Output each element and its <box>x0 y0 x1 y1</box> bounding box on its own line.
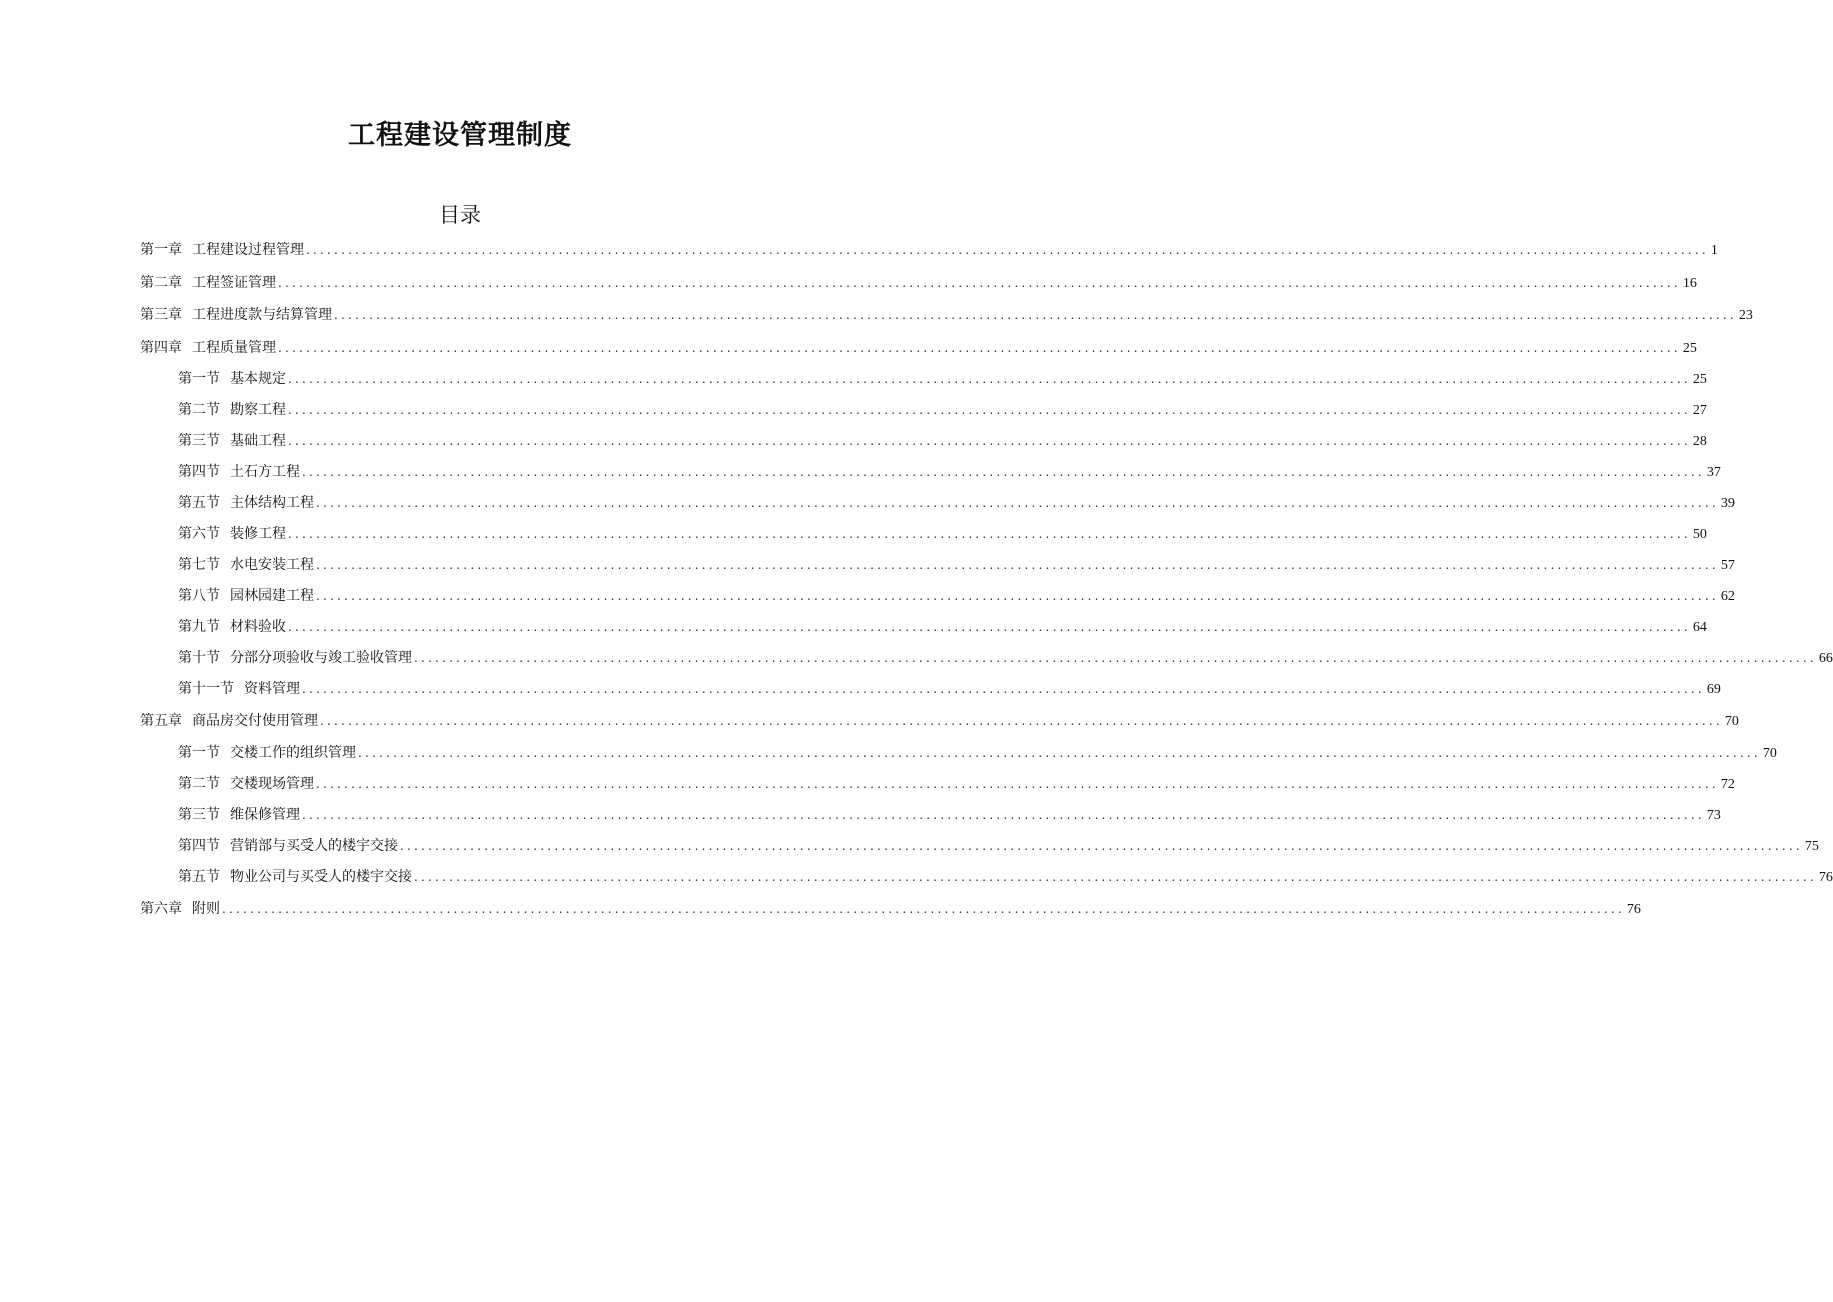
toc-entry-page: 76 <box>1626 901 1641 917</box>
toc-entry[interactable] <box>140 267 1697 300</box>
toc-entry-label <box>140 234 304 267</box>
toc-entry[interactable] <box>140 893 1641 926</box>
toc-leader-dots: ........................................................................................................................................................................................................ <box>288 434 1691 448</box>
toc-entry-label <box>178 643 412 674</box>
toc-leader-dots: ........................................................................................................................................................................................................ <box>316 776 1719 791</box>
toc-entry-label <box>178 800 300 831</box>
toc-entry-number: 第二节 <box>178 775 220 792</box>
toc-entry-page: 50 <box>1692 527 1707 542</box>
toc-leader-dots: ........................................................................................................................................................................................................ <box>320 714 1723 728</box>
toc-entry-number: 第三节 <box>178 433 220 449</box>
toc-entry-number: 第四章 <box>140 339 182 356</box>
toc-entry-page: 1 <box>1710 243 1718 258</box>
toc-entry-label <box>178 457 300 488</box>
toc-entry-number: 第五章 <box>140 713 182 729</box>
toc-entry-label <box>178 581 314 612</box>
toc-entry-page: 62 <box>1720 589 1735 604</box>
toc-entry-label <box>178 738 356 769</box>
toc-entry[interactable] <box>140 643 1833 674</box>
toc-entry-title: 主体结构工程 <box>230 495 314 511</box>
toc-leader-dots: ........................................................................................................................................................................................................ <box>306 243 1709 257</box>
toc-entry[interactable] <box>140 234 1718 267</box>
toc-entry[interactable] <box>140 299 1753 332</box>
toc-leader-dots: ........................................................................................................................................................................................................ <box>288 527 1691 541</box>
toc-entry-number: 第一节 <box>178 744 220 761</box>
toc-entry[interactable] <box>140 738 1777 769</box>
toc-entry-title: 勘察工程 <box>230 402 286 418</box>
toc-entry-label <box>178 395 286 426</box>
toc-entry-title: 水电安装工程 <box>230 557 314 573</box>
toc-entry-number: 第二节 <box>178 402 220 418</box>
toc-entry-number: 第三节 <box>178 806 220 823</box>
toc-entry-label <box>178 862 412 893</box>
toc-leader-dots: ........................................................................................................................................................................................................ <box>358 745 1761 760</box>
toc-entry-page: 23 <box>1738 308 1753 323</box>
toc-entry-number: 第四节 <box>178 837 220 854</box>
toc-entry-label <box>178 519 286 550</box>
toc-entry-page: 16 <box>1682 275 1697 291</box>
toc-entry-title: 营销部与买受人的楼宇交接 <box>230 837 398 854</box>
toc-leader-dots: ........................................................................................................................................................................................................ <box>288 372 1691 386</box>
toc-leader-dots: ........................................................................................................................................................................................................ <box>302 807 1705 822</box>
toc-leader-dots: ........................................................................................................................................................................................................ <box>302 465 1705 479</box>
toc-entry-number: 第一节 <box>178 371 220 387</box>
toc-entry-number: 第十节 <box>178 650 220 666</box>
toc-entry-label <box>140 705 318 738</box>
toc-entry-title: 物业公司与买受人的楼宇交接 <box>230 868 412 885</box>
toc-leader-dots: ........................................................................................................................................................................................................ <box>278 275 1681 290</box>
toc-entry-number: 第一章 <box>140 242 182 258</box>
toc-entry[interactable] <box>140 612 1707 643</box>
toc-entry-title: 工程进度款与结算管理 <box>192 307 332 323</box>
toc-entry-page: 76 <box>1818 869 1833 885</box>
toc-entry-number: 第二章 <box>140 274 182 291</box>
toc-entry-page: 70 <box>1762 745 1777 761</box>
toc-entry-title: 工程质量管理 <box>192 339 276 356</box>
toc-entry[interactable] <box>140 800 1721 831</box>
toc-entry-page: 25 <box>1692 372 1707 387</box>
toc-entry-page: 70 <box>1724 714 1739 729</box>
toc-entry-title: 材料验收 <box>230 619 286 635</box>
toc-entry[interactable] <box>140 519 1707 550</box>
toc-entry-title: 装修工程 <box>230 526 286 542</box>
toc-entry-label <box>178 831 398 862</box>
toc-entry-page: 64 <box>1692 620 1707 635</box>
toc-entry-title: 维保修管理 <box>230 806 300 823</box>
toc-entry-number: 第五节 <box>178 495 220 511</box>
toc-entry[interactable] <box>140 332 1697 365</box>
toc-leader-dots: ........................................................................................................................................................................................................ <box>414 651 1817 665</box>
toc-entry-page: 57 <box>1720 558 1735 573</box>
toc-leader-dots: ........................................................................................................................................................................................................ <box>334 308 1737 322</box>
toc-entry-label <box>178 612 286 643</box>
toc-entry-label <box>178 674 300 705</box>
toc-entry-page: 73 <box>1706 807 1721 823</box>
toc-entry-number: 第六节 <box>178 526 220 542</box>
toc-entry-title: 资料管理 <box>244 681 300 697</box>
toc-entry-title: 分部分项验收与竣工验收管理 <box>230 650 412 666</box>
toc-leader-dots: ........................................................................................................................................................................................................ <box>414 869 1817 884</box>
toc-entry[interactable] <box>140 364 1707 395</box>
toc-entry[interactable] <box>140 769 1735 800</box>
toc-entry-title: 土石方工程 <box>230 464 300 480</box>
toc-entry-label <box>178 488 314 519</box>
toc-entry-page: 66 <box>1818 651 1833 666</box>
toc-entry-label <box>140 893 220 926</box>
toc-entry[interactable] <box>140 581 1735 612</box>
toc-entry[interactable] <box>140 831 1819 862</box>
toc-entry-label <box>140 267 276 300</box>
toc-entry-number: 第八节 <box>178 588 220 604</box>
toc-entry[interactable] <box>140 862 1833 893</box>
toc-entry-label <box>140 332 276 365</box>
toc-entry-title: 附则 <box>192 900 220 917</box>
toc-entry[interactable] <box>140 395 1707 426</box>
toc-entry-title: 商品房交付使用管理 <box>192 713 318 729</box>
toc-entry-label <box>178 426 286 457</box>
toc-entry-number: 第四节 <box>178 464 220 480</box>
toc-entry[interactable] <box>140 426 1707 457</box>
toc-heading: 目录 <box>439 203 481 227</box>
toc-leader-dots: ........................................................................................................................................................................................................ <box>316 496 1719 510</box>
toc-entry-title: 工程签证管理 <box>192 274 276 291</box>
toc-leader-dots: ........................................................................................................................................................................................................ <box>222 901 1625 916</box>
toc-leader-dots: ........................................................................................................................................................................................................ <box>302 682 1705 696</box>
toc-entry[interactable] <box>140 488 1735 519</box>
toc-entry-page: 25 <box>1682 340 1697 356</box>
toc-entry[interactable] <box>140 457 1721 488</box>
toc-entry-page: 37 <box>1706 465 1721 480</box>
toc-entry[interactable] <box>140 705 1739 738</box>
toc-entry-label <box>140 299 332 332</box>
toc-entry-page: 75 <box>1804 838 1819 854</box>
toc-leader-dots: ........................................................................................................................................................................................................ <box>278 340 1681 355</box>
toc-entry-page: 27 <box>1692 403 1707 418</box>
toc-entry-page: 72 <box>1720 776 1735 792</box>
toc-entry[interactable] <box>140 674 1721 705</box>
table-of-contents <box>140 234 1833 925</box>
toc-entry-title: 园林园建工程 <box>230 588 314 604</box>
toc-entry-number: 第九节 <box>178 619 220 635</box>
toc-entry-label <box>178 769 314 800</box>
toc-leader-dots: ........................................................................................................................................................................................................ <box>288 620 1691 634</box>
toc-entry-title: 交楼现场管理 <box>230 775 314 792</box>
toc-leader-dots: ........................................................................................................................................................................................................ <box>316 558 1719 572</box>
toc-entry[interactable] <box>140 550 1735 581</box>
toc-entry-number: 第三章 <box>140 307 182 323</box>
toc-leader-dots: ........................................................................................................................................................................................................ <box>400 838 1803 853</box>
toc-entry-number: 第七节 <box>178 557 220 573</box>
toc-entry-page: 28 <box>1692 434 1707 449</box>
toc-entry-page: 39 <box>1720 496 1735 511</box>
toc-entry-number: 第五节 <box>178 868 220 885</box>
toc-leader-dots: ........................................................................................................................................................................................................ <box>316 589 1719 603</box>
toc-entry-label <box>178 550 314 581</box>
toc-entry-title: 基础工程 <box>230 433 286 449</box>
toc-entry-title: 交楼工作的组织管理 <box>230 744 356 761</box>
toc-entry-title: 工程建设过程管理 <box>192 242 304 258</box>
toc-leader-dots: ........................................................................................................................................................................................................ <box>288 403 1691 417</box>
toc-entry-label <box>178 364 286 395</box>
toc-entry-page: 69 <box>1706 682 1721 697</box>
toc-entry-number: 第六章 <box>140 900 182 917</box>
toc-entry-title: 基本规定 <box>230 371 286 387</box>
document-title: 工程建设管理制度 <box>348 120 572 151</box>
toc-entry-number: 第十一节 <box>178 681 234 697</box>
